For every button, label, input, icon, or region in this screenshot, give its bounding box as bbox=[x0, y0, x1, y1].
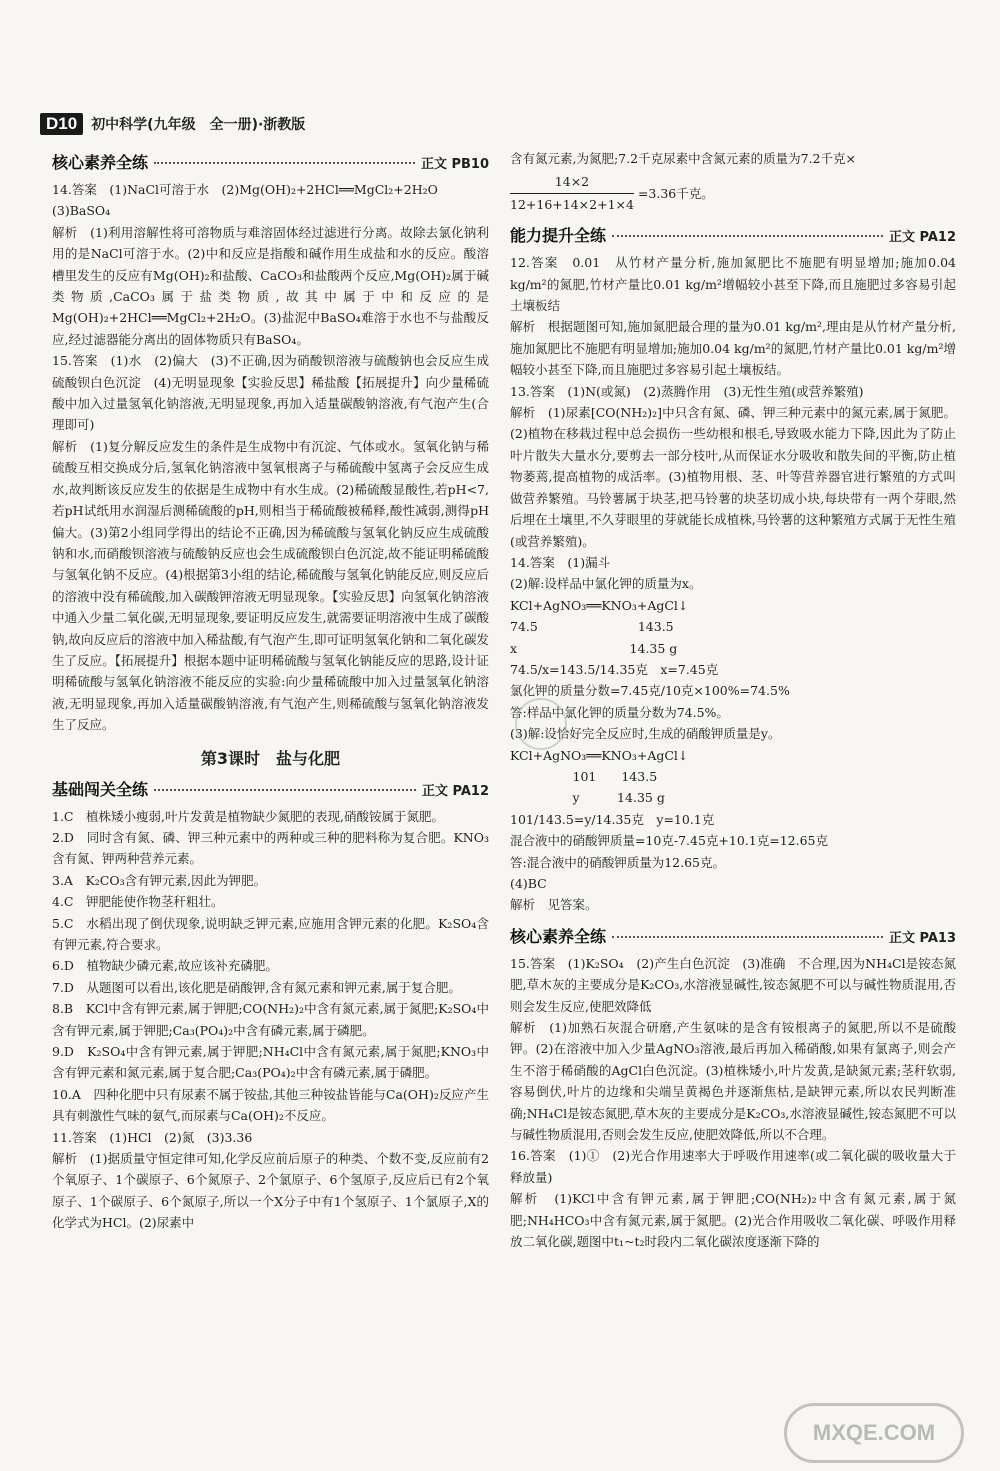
answer-line: 15.答案 (1)K₂SO₄ (2)产生白色沉淀 (3)准确 不合理,因为NH₄Cl是铵态氮肥,草木灰的主要成分是K₂CO₃,水溶液显碱性,铵态氮肥不可以与碱性物质混用,否则会发生反应,使肥效降低 bbox=[510, 955, 956, 1014]
continuation-line: 含有氮元素,为氮肥;7.2千克尿素中含氮元素的质量为7.2千克× bbox=[510, 151, 856, 166]
answer-line: 101/143.5=y/14.35克 y=10.1克 bbox=[510, 811, 715, 827]
answer-line: 74.5 143.5 bbox=[510, 619, 674, 635]
answer-line: 氯化钾的质量分数=7.45克/10克×100%=74.5% bbox=[510, 683, 790, 699]
answer-line: 14.答案 (1)漏斗 bbox=[510, 554, 611, 570]
answer-line: KCl+AgNO₃══KNO₃+AgCl↓ bbox=[510, 597, 689, 613]
right-column bbox=[510, 148, 956, 1448]
answer-line: 14.答案 (1)NaCl可溶于水 (2)Mg(OH)₂+2HCl══MgCl₂+2H₂O bbox=[52, 182, 438, 197]
answer-line: 解析 (1)利用溶解性将可溶物质与难溶固体经过滤进行分离。故除去氯化钠利用的是NaCl可溶于水。(2)中和反应是指酸和碱作用生成盐和水的反应。酸溶槽里发生的反应有Mg(OH)₂和盐酸、CaCO₃和盐酸两个反应,Mg(OH)₂属于碱类物质,CaCO₃属于盐类物质,故其中属于中和反应的是Mg(OH)₂+2HCl══MgCl₂+2H₂O。(3)盐泥中BaSO₄难溶于水也不与盐酸反应,经过滤器能分离出的固体物质只有BaSO₄。 bbox=[52, 224, 489, 347]
answer-line: 12.答案 0.01 从竹材产量分析,施加氮肥比不施肥有明显增加;施加0.04 kg/m²的氮肥,竹材产量比0.01 kg/m²增幅较小甚至下降,而且施肥过多容易引起土壤板结 bbox=[510, 255, 956, 314]
answer-item: 10.A 四种化肥中只有尿素不属于铵盐,其他三种铵盐皆能与Ca(OH)₂反应产生具有刺激性气味的氨气,而尿素与Ca(OH)₂不反应。 bbox=[52, 1086, 489, 1124]
answer-line: 解析 见答案。 bbox=[510, 897, 598, 913]
answer-item: 11.答案 (1)HCl (2)氮 (3)3.36 bbox=[52, 1129, 253, 1145]
stamp-icon bbox=[515, 698, 567, 750]
fraction-result: =3.36千克。 bbox=[637, 185, 714, 201]
answer-line: 15.答案 (1)水 (2)偏大 (3)不正确,因为硝酸钡溶液与硫酸钠也会反应生成硫酸钡白色沉淀 (4)无明显现象【实验反思】稀盐酸【拓展提升】向少量稀硫酸中加入过量氢氧化钠溶液,无明显现象,再加入适量碳酸钠溶液,有气泡产生(合理即可) bbox=[52, 353, 489, 433]
answer-item: 4.C 钾肥能使作物茎秆粗壮。 bbox=[52, 894, 224, 910]
page-number: D10 bbox=[40, 113, 83, 135]
answer-line: 解析 (1)复分解反应发生的条件是生成物中有沉淀、气体或水。氢氧化钠与稀硫酸互相交换成分后,氢氧化钠溶液中氢氧根离子与稀硫酸中氢离子会反应生成水,故判断该反应发生的依据是生成物中有水生成。(2)稀硫酸显酸性,若pH<7,若pH试纸用水润湿后测稀硫酸的pH,则相当于稀硫酸被稀释,酸性减弱,测得pH偏大。(3)第2小组同学得出的结论不正确,因为稀硫酸与氢氧化钠反应生成硫酸钠和水,而硝酸钡溶液与硫酸钠反应也会生成硫酸钡白色沉淀,故不能证明稀硫酸与氢氧化钠不反应。(4)根据第3小组的结论,稀硫酸与氢氧化钠能反应,则反应后的溶液中没有稀硫酸,加入碳酸钾溶液无明显现象。【实验反思】向氢氧化钠溶液中通入少量二氧化碳,无明显现象,要证明反应发生,就需要证明溶液中生成了碳酸钠,故向反应后的溶液中加入稀盐酸,有气泡产生,即可证明氢氧化钠和二氧化碳发生了反应。【拓展提升】根据本题中证明稀硫酸与氢氧化钠能反应的思路,设计证明稀硫酸与氢氧化钠溶液不能反应的实验:向少量稀硫酸中加入过量氢氧化钠溶液,无明显现象,再加入适量碳酸钠溶液,有气泡产生,则稀硫酸与氢氧化钠溶液发生了反应。 bbox=[52, 438, 489, 733]
answer-item: 5.C 水稻出现了倒伏现象,说明缺乏钾元素,应施用含钾元素的化肥。K₂SO₄含有钾元素,符合要求。 bbox=[52, 915, 489, 952]
section-heading: 核心素养全练 正文 PB10 bbox=[52, 153, 489, 172]
answer-line: 解析 (1)尿素[CO(NH₂)₂]中只含有氮、磷、钾三种元素中的氮元素,属于氮肥。(2)植物在移栽过程中总会损伤一些幼根和根毛,导致吸水能力下降,因此为了防止叶片散失大量水分,要剪去一部分枝叶,从而保证水分吸收和散失间的平衡,防止植物萎蔫,提高植物的成活率。(3)植物用根、茎、叶等营养器官进行繁殖的方式叫做营养繁殖。马铃薯属于块茎,把马铃薯的块茎切成小块,每块带有一两个芽眼,然后埋在土壤里,不久芽眼里的芽就能长成植株,马铃薯的这种繁殖方式属于无性生殖(或营养繁殖)。 bbox=[510, 405, 956, 549]
answer-line: (2)解:设样品中氯化钾的质量为x。 bbox=[510, 576, 702, 592]
answer-item: 8.B KCl中含有钾元素,属于钾肥;CO(NH₂)₂中含有氮元素,属于氮肥;K₂SO₄中含有钾元素,属于钾肥;Ca₃(PO₄)₂中含有磷元素,属于磷肥。 bbox=[52, 1001, 489, 1038]
answer-item: 6.D 植物缺少磷元素,故应该补充磷肥。 bbox=[52, 958, 278, 974]
lesson-title: 第3课时 盐与化肥 bbox=[200, 748, 341, 768]
answer-line: 16.答案 (1)① (2)光合作用速率大于呼吸作用速率(或二氧化碳的吸收量大于释放量) bbox=[510, 1148, 956, 1185]
answer-line: 答:混合液中的硝酸钾质量为12.65克。 bbox=[510, 854, 725, 870]
answer-line: 解析 (1)KCl中含有钾元素,属于钾肥;CO(NH₂)₂中含有氮元素,属于氮肥;NH₄HCO₃中含有氮元素,属于氮肥。(2)光合作用吸收二氧化碳、呼吸作用释放二氧化碳,题图中t₁~t₂时段内二氧化碳浓度逐渐下降的 bbox=[510, 1191, 956, 1250]
book-title: 初中科学(九年级 全一册)·浙教版 bbox=[91, 117, 306, 133]
page-header bbox=[40, 113, 305, 135]
section-heading: 能力提升全练 正文 PA12 bbox=[510, 226, 956, 246]
answer-line: 101 143.5 bbox=[510, 768, 658, 784]
section-heading: 基础闯关全练 正文 PA12 bbox=[52, 779, 489, 799]
answer-item: 1.C 植株矮小瘦弱,叶片发黄是植物缺少氮肥的表现,硝酸铵属于氮肥。 bbox=[52, 808, 444, 824]
fraction bbox=[510, 171, 956, 215]
answer-line: 13.答案 (1)N(或氮) (2)蒸腾作用 (3)无性生殖(或营养繁殖) bbox=[510, 383, 864, 399]
answer-line: (3)BaSO₄ bbox=[52, 203, 111, 219]
answer-line: 解析 根据题图可知,施加氮肥最合理的量为0.01 kg/m²,理由是从竹材产量分析,施加氮肥比不施肥有明显增加;施加0.04 kg/m²的氮肥,竹材产量比0.01 kg/m²增幅较小甚至下降,而且施肥过多容易引起土壤板结。 bbox=[510, 319, 956, 378]
answer-item: 9.D K₂SO₄中含有钾元素,属于钾肥;NH₄Cl中含有氮元素,属于氮肥;KNO₃中含有钾元素和氮元素,属于复合肥;Ca₃(PO₄)₂中含有磷元素,属于磷肥。 bbox=[52, 1044, 489, 1081]
answer-line: 74.5/x=143.5/14.35克 x=7.45克 bbox=[510, 661, 719, 677]
answer-item: 3.A K₂CO₃含有钾元素,因此为钾肥。 bbox=[52, 872, 267, 888]
answer-item: 2.D 同时含有氮、磷、钾三种元素中的两种或三种的肥料称为复合肥。KNO₃含有氮、钾两种营养元素。 bbox=[52, 829, 489, 867]
answer-line: (4)BC bbox=[510, 876, 547, 891]
answer-item: 解析 (1)据质量守恒定律可知,化学反应前后原子的种类、个数不变,反应前有2个氧原子、1个碳原子、6个氮原子、2个氯原子、6个氢原子,反应后已有2个氧原子、1个碳原子、6个氮原子,所以一个X分子中有1个氢原子、1个氯原子,X的化学式为HCl。(2)尿素中 bbox=[52, 1151, 489, 1231]
answer-line: (3)解:设恰好完全反应时,生成的硝酸钾质量是y。 bbox=[510, 726, 781, 742]
answer-line: 混合液中的硝酸钾质量=10克-7.45克+10.1克=12.65克 bbox=[510, 833, 828, 849]
fraction-numerator: 14×2 bbox=[510, 171, 634, 193]
fraction-denominator: 12+16+14×2+1×4 bbox=[510, 196, 634, 212]
answer-line: x 14.35 g bbox=[510, 640, 678, 656]
answer-line: 解析 (1)加熟石灰混合研磨,产生氨味的是含有铵根离子的氮肥,所以不是硫酸钾。(2)在溶液中加入少量AgNO₃溶液,最后再加入稀硝酸,如果有氯离子,则会产生不溶于稀硝酸的AgCl白色沉淀。(3)植株矮小,叶片发黄,是缺氮元素;茎秆软弱,容易倒伏,叶片的边缘和尖端呈黄褐色并逐渐焦枯,是缺钾元素,所以农民判断准确;NH₄Cl是铵态氮肥,草木灰的主要成分是K₂CO₃,水溶液显碱性,铵态氮肥不可以与碱性物质混用,否则会发生反应,使肥效降低,所以不合理。 bbox=[510, 1020, 956, 1143]
answer-line: y 14.35 g bbox=[510, 790, 665, 806]
answer-line: KCl+AgNO₃══KNO₃+AgCl↓ bbox=[510, 747, 689, 763]
answer-item: 7.D 从题图可以看出,该化肥是硝酸钾,含有氮元素和钾元素,属于复合肥。 bbox=[52, 979, 461, 995]
watermark-logo: MXQE.COM bbox=[784, 1403, 964, 1463]
section-heading: 核心素养全练 正文 PA13 bbox=[510, 926, 956, 946]
left-column bbox=[52, 148, 489, 1448]
answer-line: 答:样品中氯化钾的质量分数为74.5%。 bbox=[510, 704, 729, 720]
